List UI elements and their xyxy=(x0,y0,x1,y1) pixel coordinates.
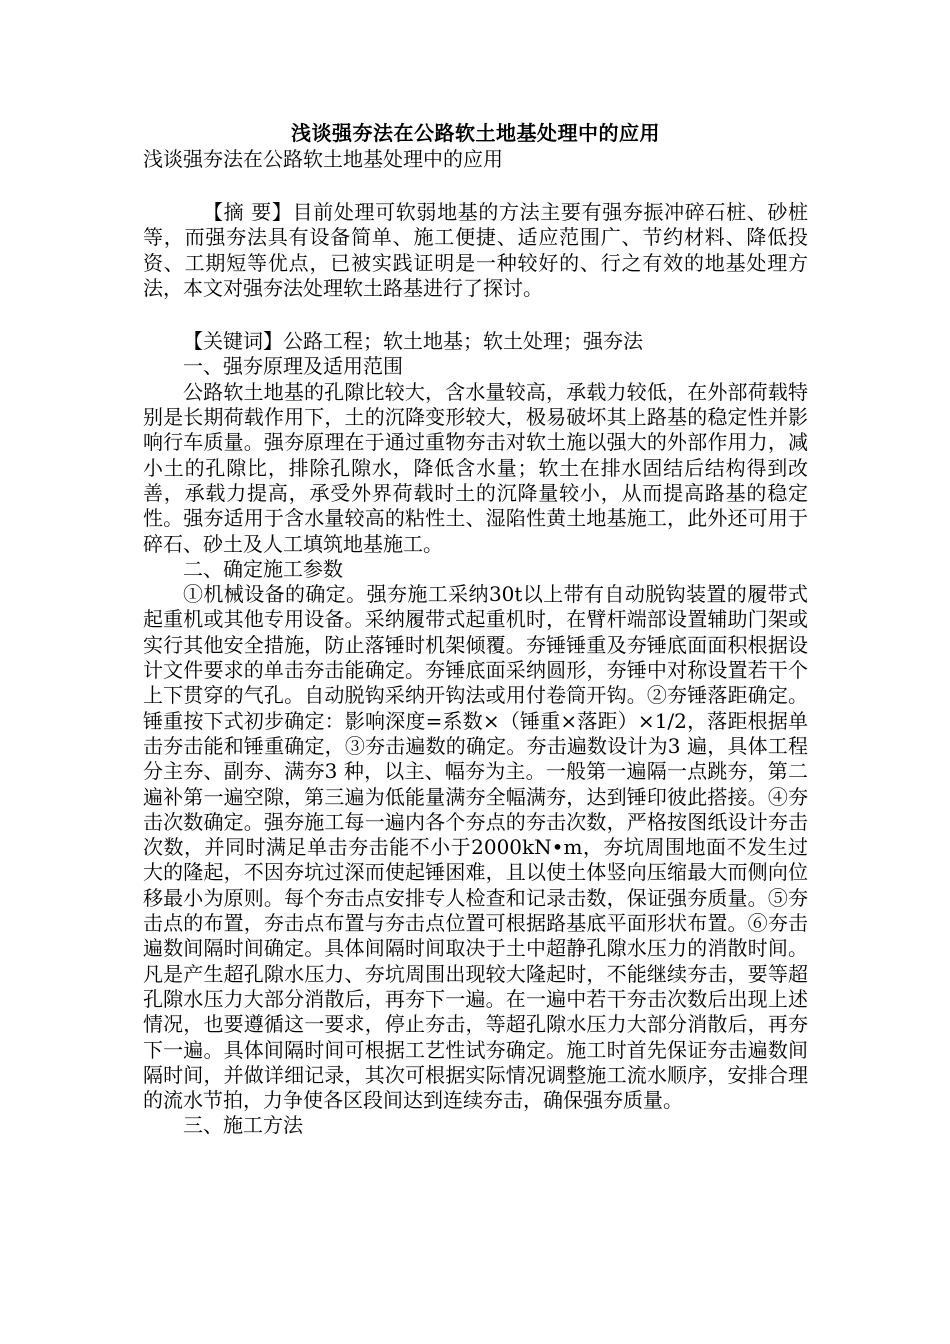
section-body-2: ①机械设备的确定。强夯施工采纳30t以上带有自动脱钩装置的履带式起重机或其他专用设备。采纳履带式起重机时，在臂杆端部设置辅助门架或实行其他安全措施，防止落锤时机架倾覆。夯锤锤重及夯锤底面面积根据设计文件要求的单击夯击能确定。夯锤底面采纳圆形，夯锤中对称设置若干个上下贯穿的气孔。自动脱钩采纳开钩法或用付卷筒开钩。②夯锤落距确定。锤重按下式初步确定：影响深度=系数×（锤重×落距）×1/2，落距根据单击夯击能和锤重确定，③夯击遍数的确定。夯击遍数设计为3 遍，具体工程分主夯、副夯、满夯3 种，以主、幅夯为主。一般第一遍隔一点跳夯，第二遍补第一遍空隙，第三遍为低能量满夯全幅满夯，达到锤印彼此搭接。④夯击次数确定。强夯施工每一遍内各个夯点的夯击次数，严格按图纸设计夯击次数，并同时满足单击夯击能不小于2000kN•m，夯坑周围地面不发生过大的隆起，不因夯坑过深而使起锤困难，且以使土体竖向压缩最大而侧向位移最小为原则。每个夯击点安排专人检查和记录击数，保证强夯质量。⑤夯击点的布置，夯击点布置与夯击点位置可根据路基底平面形状布置。⑥夯击遍数间隔时间确定。具体间隔时间取决于土中超静孔隙水压力的消散时间。凡是产生超孔隙水压力、夯坑周围出现较大隆起时，不能继续夯击，要等超孔隙水压力大部分消散后，再夯下一遍。在一遍中若干夯击次数后出现上述情况，也要遵循这一要求，停止夯击，等超孔隙水压力大部分消散后，再夯下一遍。具体间隔时间可根据工艺性试夯确定。施工时首先保证夯击遍数间隔时间，并做详细记录，其次可根据实际情况调整施工流水顺序，安排合理的流水节拍，力争使各区段间达到连续夯击，确保强夯质量。 xyxy=(143,582,808,1113)
keywords-paragraph: 【关键词】公路工程；软土地基；软土处理；强夯法 xyxy=(183,329,643,354)
section-heading-3: 三、施工方法 xyxy=(183,1113,303,1138)
section-body-1: 公路软土地基的孔隙比较大，含水量较高，承载力较低，在外部荷载特别是长期荷载作用下，土的沉降变形较大，极易破坏其上路基的稳定性并影响行车质量。强夯原理在于通过重物夯击对软土施以强大的外部作用力，减小土的孔隙比，排除孔隙水，降低含水量；软土在排水固结后结构得到改善，承载力提高，承受外界荷载时土的沉降量较小，从而提高路基的稳定性。强夯适用于含水量较高的粘性土、湿陷性黄土地基施工，此外还可用于碎石、砂土及人工填筑地基施工。 xyxy=(143,379,808,556)
document-subtitle: 浅谈强夯法在公路软土地基处理中的应用 xyxy=(143,147,503,171)
section-heading-1: 一、强夯原理及适用范围 xyxy=(183,354,403,379)
document-page xyxy=(143,120,808,1139)
abstract-paragraph: 【摘 要】目前处理可软弱地基的方法主要有强夯振冲碎石桩、砂桩等，而强夯法具有设备简单、施工便捷、适应范围广、节约材料、降低投资、工期短等优点，已被实践证明是一种较好的、行之有效的地基处理方法，本文对强夯法处理软土路基进行了探讨。 xyxy=(143,200,808,300)
section-heading-2: 二、确定施工参数 xyxy=(183,556,343,581)
document-title: 浅谈强夯法在公路软土地基处理中的应用 xyxy=(291,121,660,145)
